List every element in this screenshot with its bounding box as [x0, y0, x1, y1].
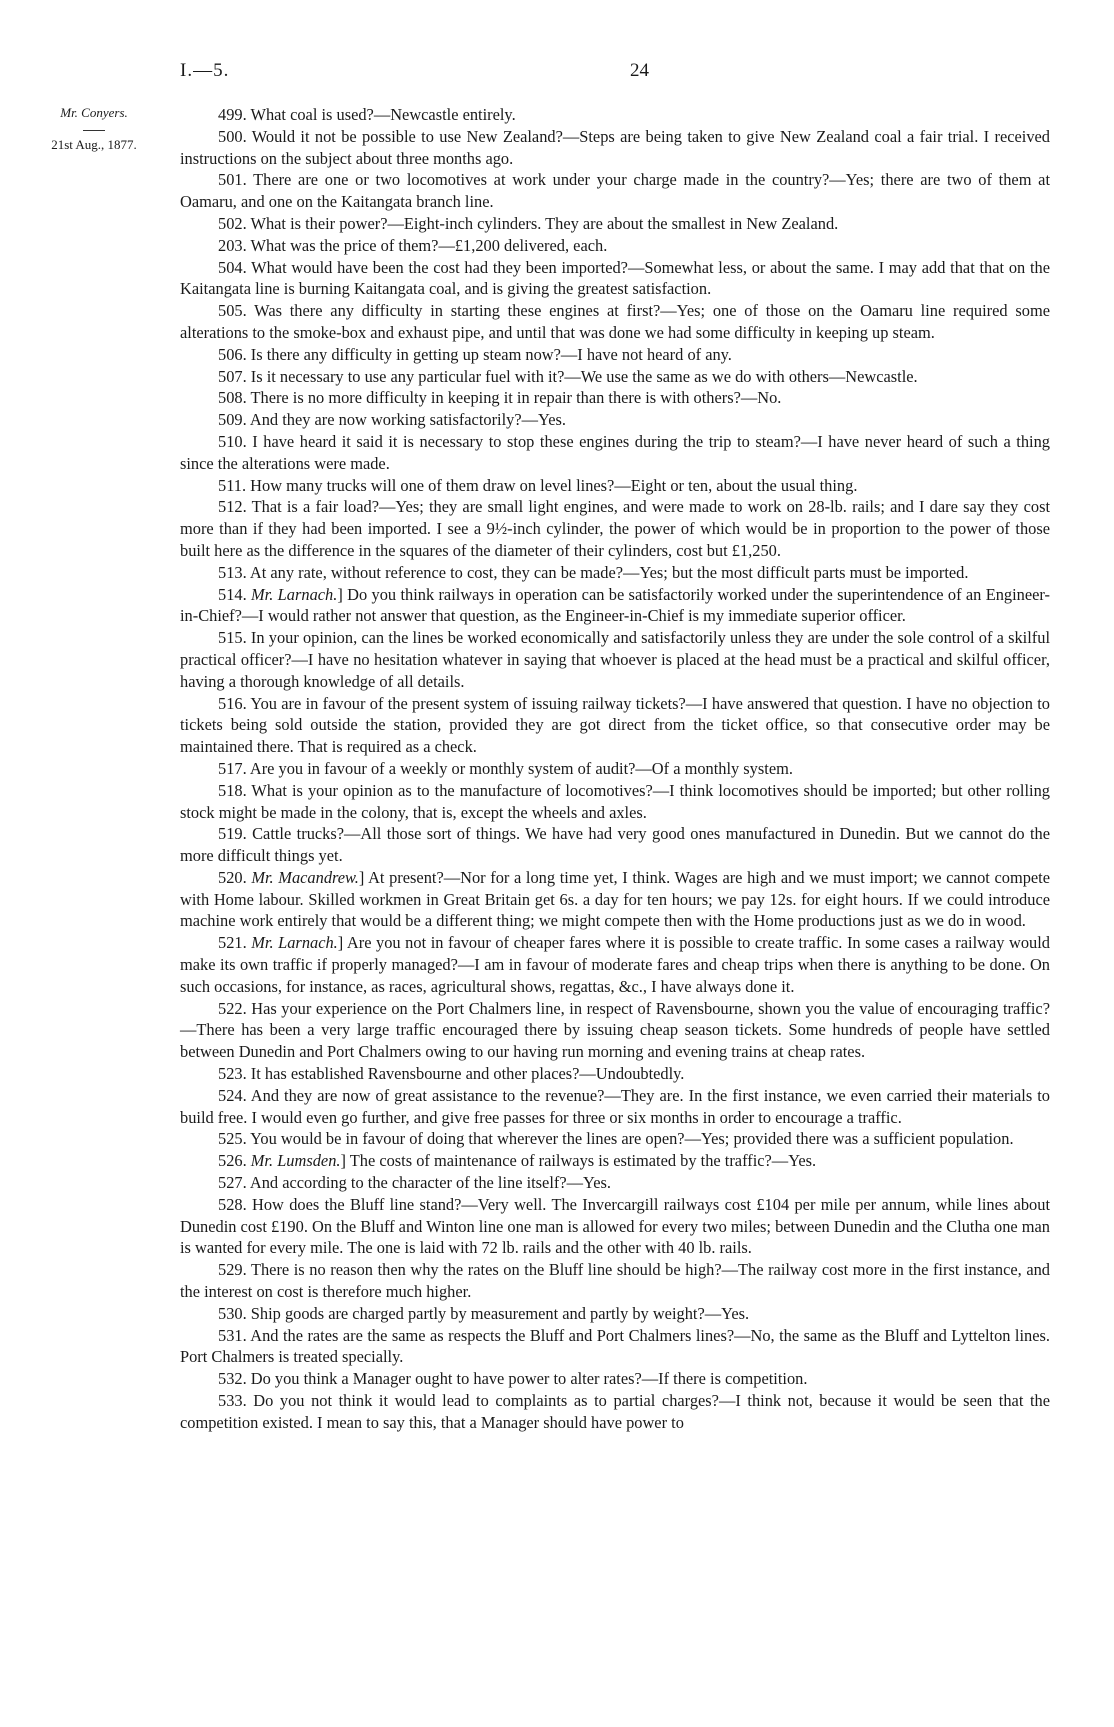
- testimony-paragraph: 499. What coal is used?—Newcastle entirely.: [218, 105, 516, 124]
- testimony-paragraph: 512. That is a fair load?—Yes; they are small light engines, and were made to work on 28-lb. rails; and I dare say they cost more than if they had been imported. I see a 9½-inch cylinder, the power of which would be in proportion to the power of those built here as the difference in the squares of the diameter of their cylinders, cost but £1,250.: [180, 497, 1050, 560]
- page-header: [180, 60, 1050, 90]
- speaker-name: Mr. Larnach.: [251, 584, 338, 604]
- testimony-paragraph: 203. What was the price of them?—£1,200 delivered, each.: [218, 235, 608, 255]
- margin-divider: [83, 130, 105, 131]
- witness-name: Mr. Conyers.: [60, 105, 128, 120]
- testimony-paragraph: 532. Do you think a Manager ought to have power to alter rates?—If there is competition.: [218, 1369, 808, 1389]
- testimony-paragraph: 511. How many trucks will one of them draw on level lines?—Eight or ten, about the usual thing.: [218, 475, 858, 495]
- testimony-paragraph: 507. Is it necessary to use any particular fuel with it?—We use the same as we do with others—Newcastle.: [218, 366, 918, 386]
- testimony-paragraph: 526. Mr. Lumsden.] The costs of maintenance of railways is estimated by the traffic?—Yes.: [218, 1151, 817, 1171]
- testimony-paragraph: 524. And they are now of great assistance to the revenue?—They are. In the first instance, we even carried their materials to build free. I would even go further, and give free passes for three or six months in order to encourage a traffic.: [180, 1085, 1050, 1127]
- testimony-paragraph: 514. Mr. Larnach.] Do you think railways in operation can be satisfactorily worked under the superintendence of an Engineer-in-Chief?—I would rather not answer that question, as the Engineer-in-Chief is my immediate superior officer.: [180, 584, 1051, 626]
- testimony-paragraph: 513. At any rate, without reference to cost, they can be made?—Yes; but the most difficult parts must be imported.: [218, 562, 969, 582]
- testimony-paragraph: 518. What is your opinion as to the manufacture of locomotives?—I think locomotives should be imported; but other rolling stock might be made in the colony, that is, except the wheels and axles.: [180, 780, 1050, 822]
- testimony-paragraph: 525. You would be in favour of doing that wherever the lines are open?—Yes; provided there was a sufficient population.: [218, 1129, 1014, 1149]
- testimony-paragraph: 530. Ship goods are charged partly by measurement and partly by weight?—Yes.: [218, 1303, 750, 1323]
- speaker-name: Mr. Macandrew.: [251, 867, 359, 887]
- testimony-paragraph: 528. How does the Bluff line stand?—Very well. The Invercargill railways cost £104 per mile per annum, while lines about Dunedin cost £190. On the Bluff and Winton line one man is allowed for every two miles; between Dunedin and the Clutha one man is wanted for every mile. The one is laid with 72 lb. rails and the other with 40 lb. rails.: [180, 1194, 1050, 1258]
- testimony-paragraph: 504. What would have been the cost had they been imported?—Somewhat less, or about the same. I may add that that on the Kaitangata line is burning Kaitangata coal, and is giving the greatest satisfaction.: [180, 257, 1050, 299]
- testimony-paragraph: 508. There is no more difficulty in keeping it in repair than there is with others?—No.: [218, 388, 782, 408]
- testimony-paragraph: 510. I have heard it said it is necessary to stop these engines during the trip to steam?—I have never heard of such a thing since the alterations were made.: [180, 431, 1050, 473]
- speaker-name: Mr. Lumsden.: [250, 1151, 341, 1171]
- testimony-paragraph: 509. And they are now working satisfactorily?—Yes.: [218, 410, 566, 430]
- paper-reference: I.—5.: [180, 60, 230, 81]
- testimony-paragraph: 500. Would it not be possible to use New Zealand?—Steps are being taken to give New Zealand coal a fair trial. I received instructions on the subject about three months ago.: [180, 126, 1050, 168]
- testimony-date: 21st Aug., 1877.: [51, 137, 137, 152]
- testimony-paragraph: 520. Mr. Macandrew.] At present?—Nor for a long time yet, I think. Wages are high and we must import; we cannot compete with Home labour. Skilled workmen in Great Britain get 6s. a day for ten hours; we pay 12s. for eight hours. If we could introduce machine work entirely that would be a different thing; we might compete then with the Home productions just as we do in wood.: [180, 867, 1051, 931]
- testimony-paragraph: 519. Cattle trucks?—All those sort of things. We have had very good ones manufactured in Dunedin. But we cannot do the more difficult things yet.: [180, 824, 1050, 866]
- testimony-paragraph: 521. Mr. Larnach.] Are you not in favour of cheaper fares where it is possible to create traffic. In some cases a railway would make its own traffic if properly managed?—I am in favour of moderate fares and cheap trips when there is anything to be done. On such occasions, for instance, as races, agricultural shows, regattas, &c., I have always done it.: [180, 933, 1050, 996]
- testimony-paragraph: 529. There is no reason then why the rates on the Bluff line should be high?—The railway cost more in the first instance, and the interest on cost is therefore much higher.: [180, 1260, 1050, 1302]
- testimony-paragraph: 523. It has established Ravensbourne and other places?—Undoubtedly.: [218, 1064, 685, 1084]
- testimony-paragraph: 505. Was there any difficulty in starting these engines at first?—Yes; one of those on the Oamaru line required some alterations to the smoke-box and exhaust pipe, and until that was done we had some difficulty in keeping up steam.: [180, 301, 1050, 342]
- testimony-paragraph: 516. You are in favour of the present system of issuing railway tickets?—I have answered that question. I have no objection to tickets being sold outside the station, provided they are got direct from the ticket office, so that consecutive order may be maintained there. That is required as a check.: [180, 693, 1050, 757]
- margin-note: [18, 104, 170, 154]
- testimony-paragraph: 517. Are you in favour of a weekly or monthly system of audit?—Of a monthly system.: [218, 758, 793, 778]
- page-number: 24: [630, 60, 649, 81]
- testimony-paragraph: 515. In your opinion, can the lines be worked economically and satisfactorily unless they are under the sole control of a skilful practical officer?—I have no hesitation whatever in saying that whoever is placed at the head must be a practical and skilful officer, having a thorough knowledge of all details.: [180, 628, 1050, 691]
- testimony-text: [180, 104, 1050, 1434]
- testimony-paragraph: 522. Has your experience on the Port Chalmers line, in respect of Ravensbourne, shown you the value of encouraging traffic?—There has been a very large traffic encouraged there by issuing cheap season tickets. Some hundreds of people have settled between Dunedin and Port Chalmers owing to our having run morning and evening trains at cheap rates.: [180, 998, 1050, 1062]
- testimony-paragraph: 502. What is their power?—Eight-inch cylinders. They are about the smallest in New Zealand.: [218, 213, 839, 233]
- testimony-paragraph: 527. And according to the character of the line itself?—Yes.: [218, 1173, 611, 1193]
- testimony-paragraph: 501. There are one or two locomotives at work under your charge made in the country?—Yes; there are two of them at Oamaru, and one on the Kaitangata branch line.: [180, 170, 1050, 212]
- testimony-paragraph: 506. Is there any difficulty in getting up steam now?—I have not heard of any.: [218, 344, 732, 364]
- testimony-paragraph: 531. And the rates are the same as respects the Bluff and Port Chalmers lines?—No, the same as the Bluff and Lyttelton lines. Port Chalmers is treated specially.: [180, 1325, 1050, 1367]
- speaker-name: Mr. Larnach.: [251, 933, 338, 953]
- testimony-paragraph: 533. Do you not think it would lead to complaints as to partial charges?—I think not, because it would be seen that the competition existed. I mean to say this, that a Manager should have power to: [180, 1391, 1050, 1432]
